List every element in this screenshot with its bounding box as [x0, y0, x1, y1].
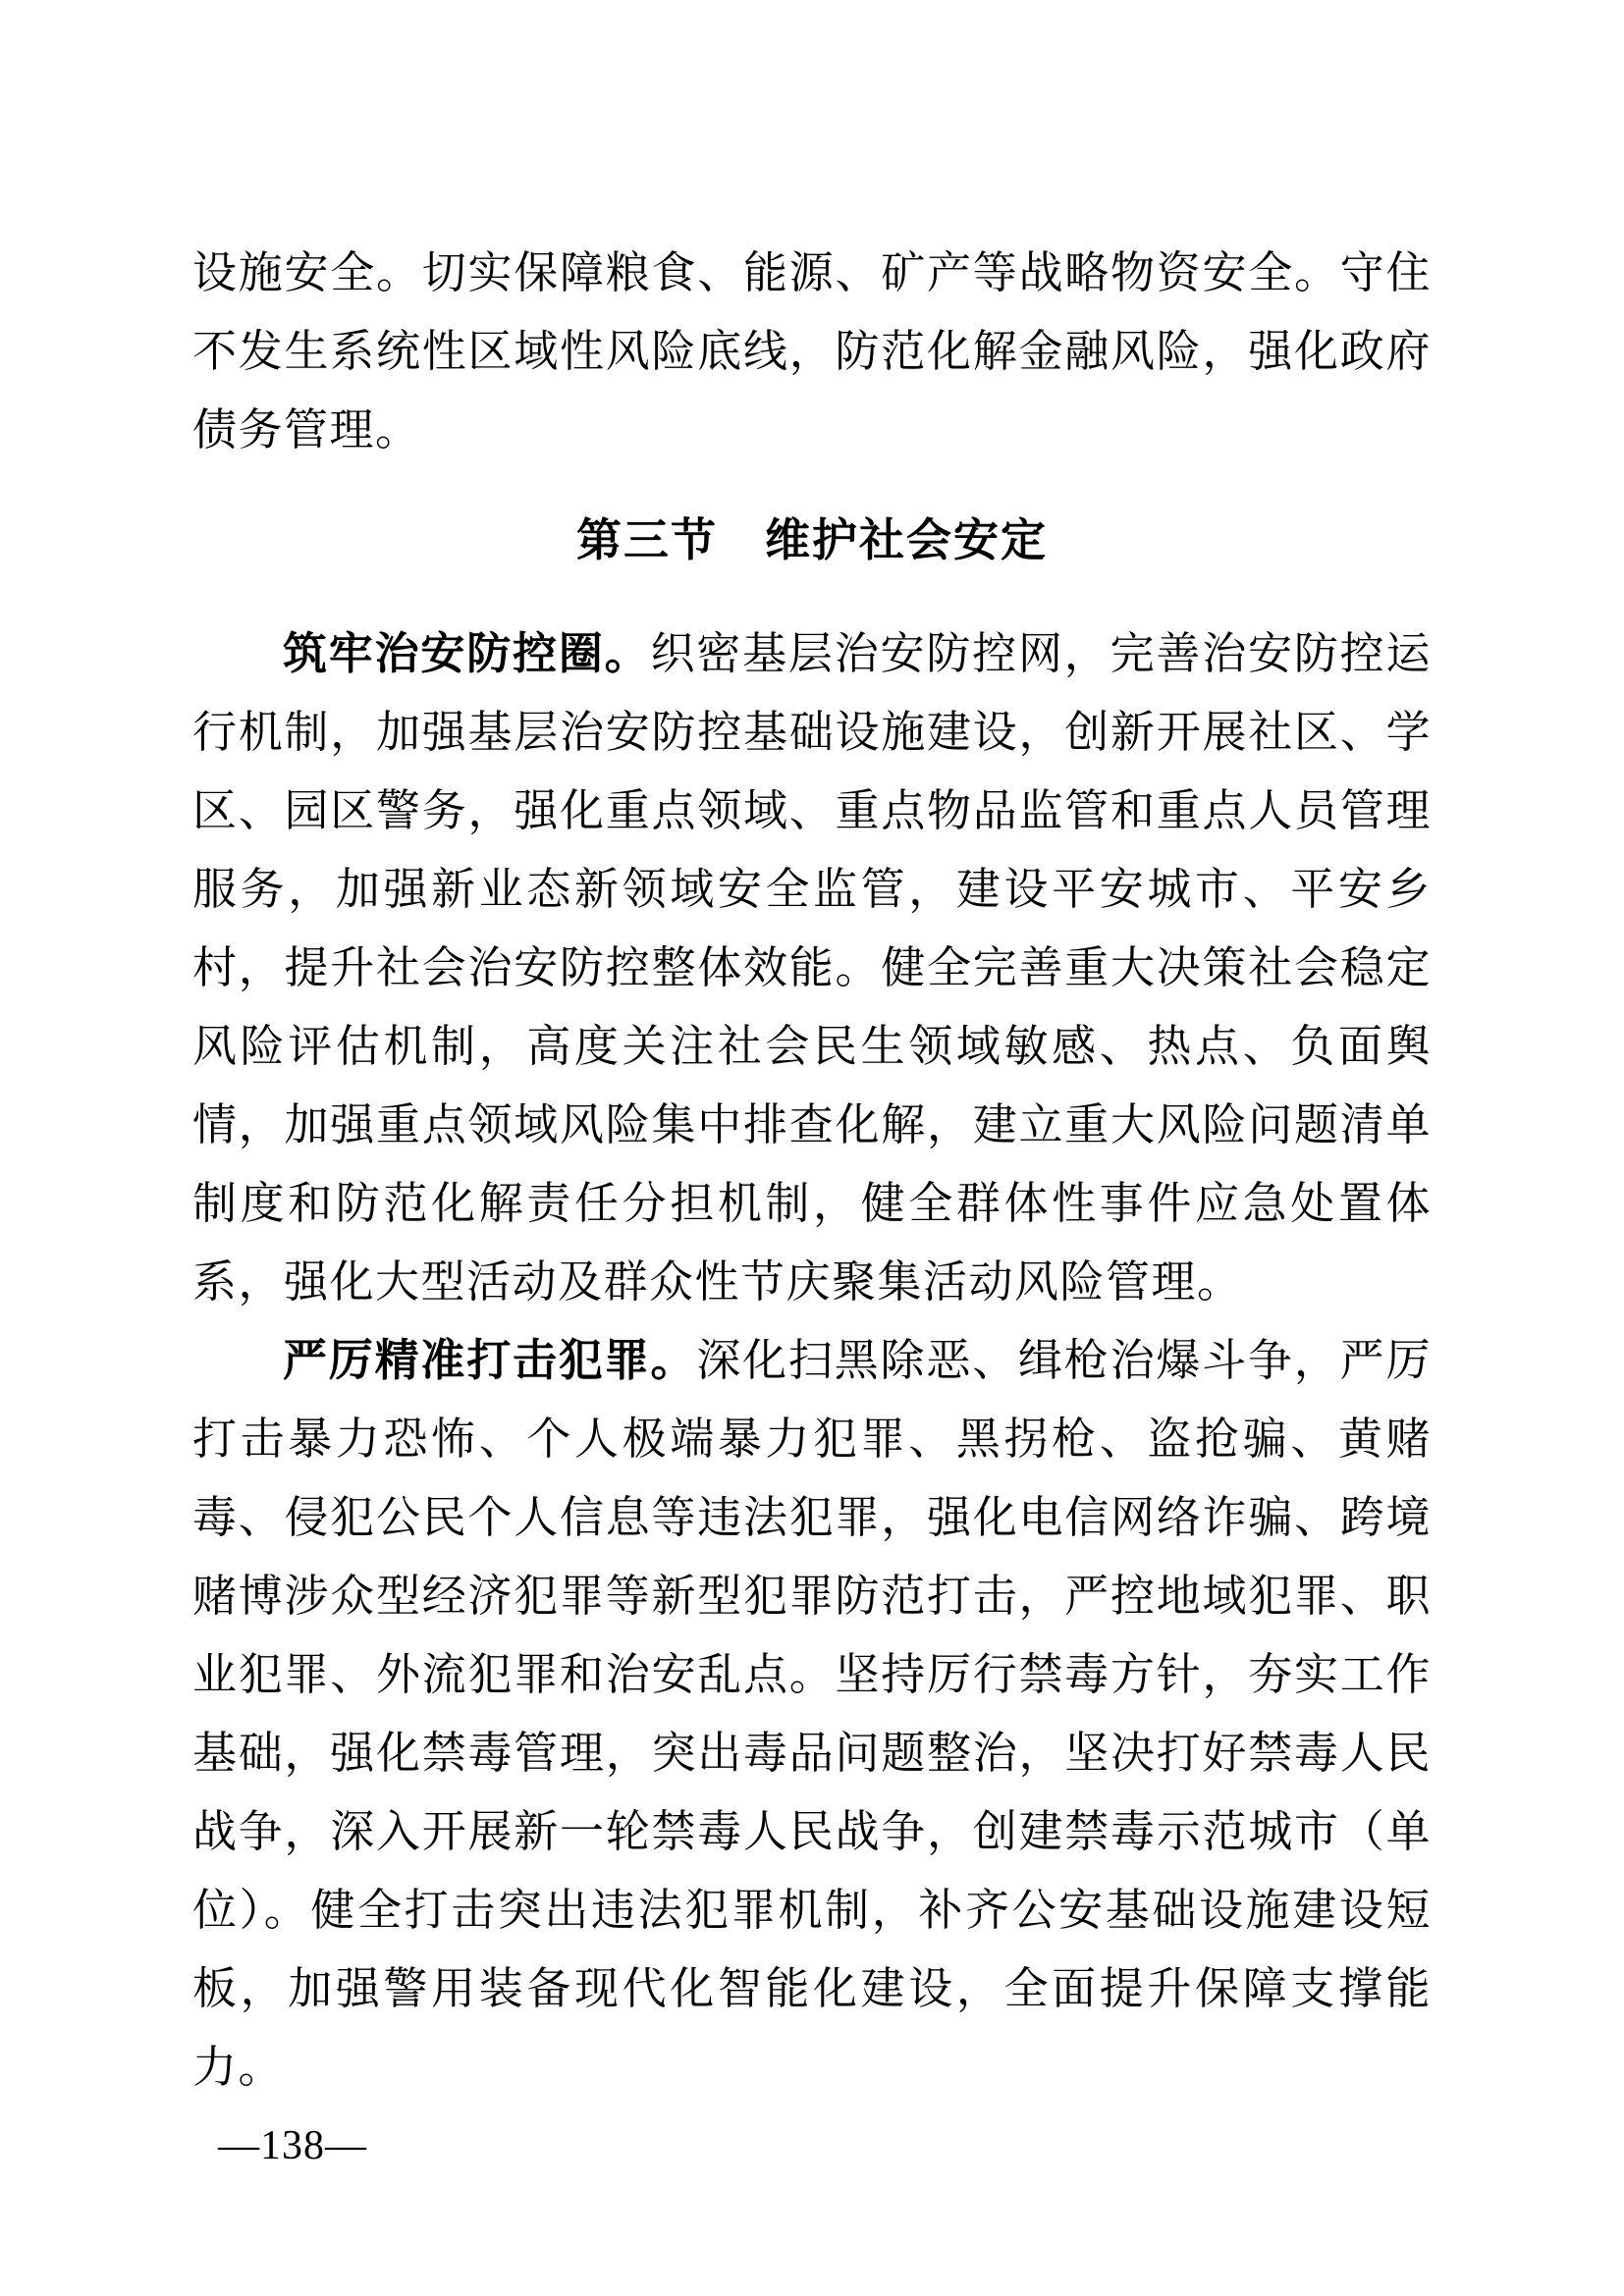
paragraph-lead-bold: 严厉精准打击犯罪。	[283, 1335, 697, 1385]
section-heading: 第三节 维护社会安定	[576, 514, 1048, 565]
page-content	[192, 234, 1432, 2107]
paragraph-text: 深化扫黑除恶、缉枪治爆斗争，严厉打击暴力恐怖、个人极端暴力犯罪、黑拐枪、盗抢骗、黄赌毒、侵犯公民个人信息等违法犯罪，强化电信网络诈骗、跨境赌博涉众型经济犯罪等新型犯罪防范打击，严控地域犯罪、职业犯罪、外流犯罪和治安乱点。坚持厉行禁毒方针，夯实工作基础，强化禁毒管理，突出毒品问题整治，坚决打好禁毒人民战争，深入开展新一轮禁毒人民战争，创建禁毒示范城市（单位）。健全打击突出违法犯罪机制，补齐公安基础设施建设短板，加强警用装备现代化智能化建设，全面提升保障支撑能力。	[192, 1336, 1432, 2092]
paragraph-lead-bold: 筑牢治安防控圈。	[283, 628, 651, 678]
page-number: —138—	[218, 2123, 367, 2168]
paragraph-continuation	[192, 234, 1432, 469]
paragraph-text: 设施安全。切实保障粮食、能源、矿产等战略物资安全。守住不发生系统性区域性风险底线，防范化解金融风险，强化政府债务管理。	[192, 248, 1432, 454]
paragraph	[192, 614, 1432, 1321]
paragraph-text: 织密基层治安防控网，完善治安防控运行机制，加强基层治安防控基础设施建设，创新开展社区、学区、园区警务，强化重点领域、重点物品监管和重点人员管理服务，加强新业态新领域安全监管，建设平安城市、平安乡村，提升社会治安防控整体效能。健全完善重大决策社会稳定风险评估机制，高度关注社会民生领域敏感、热点、负面舆情，加强重点领域风险集中排查化解，建立重大风险问题清单制度和防范化解责任分担机制，健全群体性事件应急处置体系，强化大型活动及群众性节庆聚集活动风险管理。	[192, 629, 1432, 1307]
paragraph	[192, 1321, 1432, 2107]
